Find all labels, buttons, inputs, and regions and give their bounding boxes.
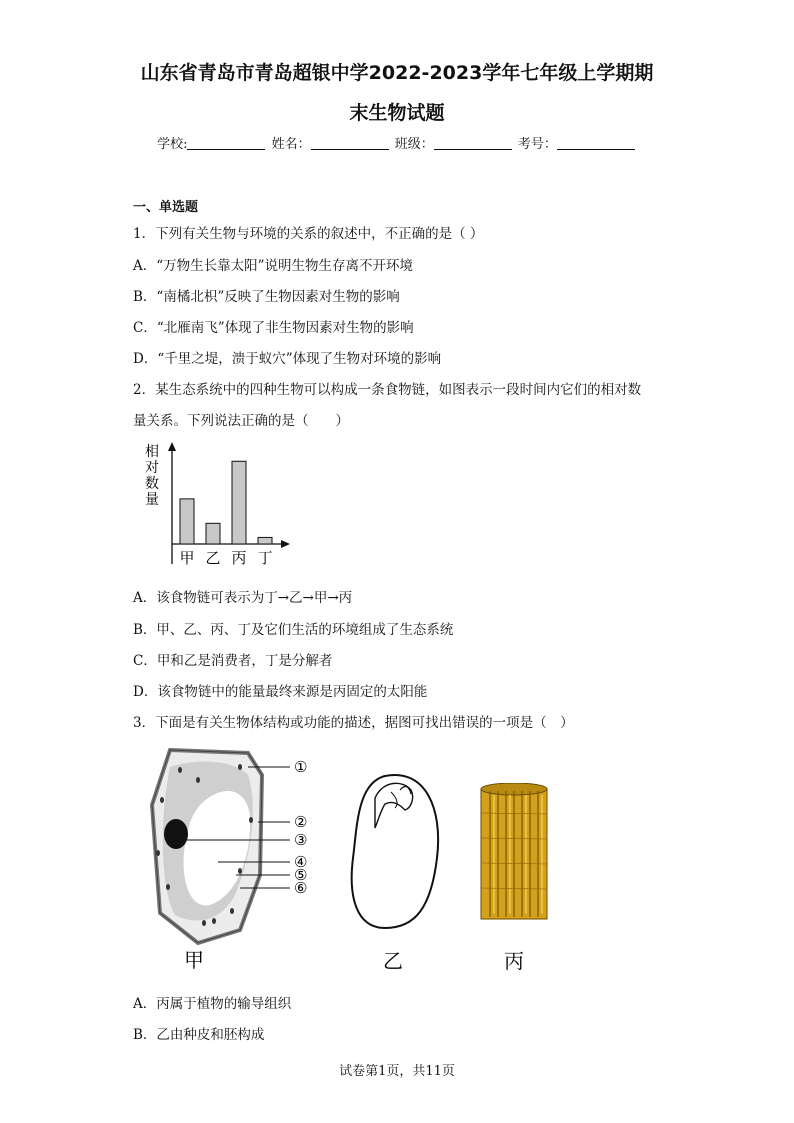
class-blank[interactable] [434, 137, 512, 150]
student-info [0, 133, 794, 152]
q2-option-a: A．该食物链可表示为丁→乙→甲→丙 [133, 590, 353, 606]
q1-option-d: D．“千里之堤，溃于蚁穴”体现了生物对环境的影响 [133, 351, 442, 367]
name-label: 姓名： [271, 137, 311, 152]
plant-cell-figure [140, 745, 340, 975]
q1-option-b: B．“南橘北枳”反映了生物因素对生物的影响 [133, 289, 400, 305]
bar-3 [258, 537, 272, 544]
label-4: ④ [294, 853, 308, 871]
page-title-line1: 山东省青岛市青岛超银中学2022-2023学年七年级上学期期 [140, 62, 654, 84]
label-2: ② [294, 813, 308, 831]
conducting-tissue-figure [472, 783, 562, 973]
q1-option-a: A．“万物生长靠太阳”说明生物生存离不开环境 [133, 258, 414, 274]
y-axis-label-char-2: 数 [145, 476, 159, 492]
school-blank[interactable] [187, 137, 265, 150]
fig-label-jia: 甲 [184, 948, 204, 972]
q3-option-a: A．丙属于植物的输导组织 [133, 996, 292, 1012]
bar-2 [232, 461, 246, 544]
page-footer: 试卷第1页，共11页 [339, 1064, 455, 1079]
nucleus [164, 819, 188, 849]
q2-option-c: C．甲和乙是消费者，丁是分解者 [133, 653, 333, 669]
y-axis-label-char-3: 量 [145, 492, 159, 508]
q2-option-b: B．甲、乙、丙、丁及它们生活的环境组成了生态系统 [133, 622, 454, 638]
number-label: 考号： [517, 137, 557, 152]
class-label: 班级： [394, 137, 434, 152]
q2-stem-line1: 2．某生态系统中的四种生物可以构成一条食物链，如图表示一段时间内它们的相对数 [133, 382, 642, 398]
label-1: ① [294, 758, 308, 776]
q2-bar-chart [140, 438, 300, 574]
q1-option-c: C．“北雁南飞”体现了非生物因素对生物的影响 [133, 320, 414, 336]
y-axis-arrow [168, 442, 176, 451]
seed-figure [345, 768, 455, 973]
y-axis-label-char-1: 对 [145, 460, 159, 476]
x-tick-label-0: 甲 [179, 549, 195, 567]
label-3: ③ [294, 831, 308, 849]
number-blank[interactable] [557, 137, 635, 150]
school-label: 学校: [157, 137, 188, 152]
fig-label-yi: 乙 [383, 949, 403, 973]
q3-stem: 3．下面是有关生物体结构或功能的描述，据图可找出错误的一项是（ ） [133, 715, 574, 731]
label-5: ⑤ [294, 866, 308, 884]
section-heading: 一、单选题 [133, 200, 199, 215]
q1-stem: 1．下列有关生物与环境的关系的叙述中，不正确的是（ ） [133, 226, 484, 242]
bar-0 [180, 499, 194, 544]
bar-1 [206, 523, 220, 544]
x-tick-label-3: 丁 [257, 549, 273, 567]
q2-option-d: D．该食物链中的能量最终来源是丙固定的太阳能 [133, 684, 428, 700]
page-title-line2: 末生物试题 [349, 102, 445, 124]
fig-label-bing: 丙 [504, 949, 524, 973]
q3-option-b: B．乙由种皮和胚构成 [133, 1027, 265, 1043]
label-6: ⑥ [294, 879, 308, 897]
x-tick-label-2: 丙 [231, 549, 247, 567]
x-tick-label-1: 乙 [205, 549, 221, 567]
q2-stem-line2: 量关系。下列说法正确的是（ ） [133, 413, 349, 429]
y-axis-label-char-0: 相 [145, 444, 159, 460]
x-axis-arrow [281, 540, 290, 548]
name-blank[interactable] [311, 137, 389, 150]
